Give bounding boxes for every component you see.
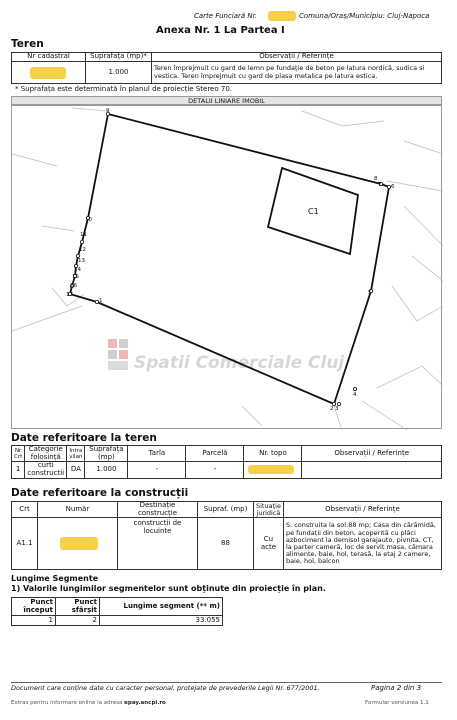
point-label: 14: [74, 267, 81, 273]
teren-parcela-cell: -: [186, 462, 244, 478]
col-nr-crt: Nr Crt: [12, 446, 25, 462]
teren-table: [11, 52, 442, 84]
teren-intravilan-cell: DA: [67, 462, 85, 478]
lungime-subtitle: 1) Valorile lungimilor segmentelor sunt obținute din proiecție în plan.: [11, 584, 326, 593]
footer-version: Formular versiunea 1.1: [365, 700, 429, 706]
col-suprafata-teren: Suprafața (mp): [85, 446, 128, 462]
teren-tarla-cell: -: [128, 462, 186, 478]
col-nr-topo: Nr. topo: [244, 446, 302, 462]
col-tarla: Tarla: [128, 446, 186, 462]
segment-start-cell: 1: [12, 616, 56, 626]
point-label: 8: [374, 176, 378, 182]
stereo-footnote: * Suprafața este determinată în planul de proiecție Stereo 70.: [15, 85, 233, 93]
col-lungime-segment: Lungime segment (** m): [100, 598, 223, 616]
col-nr-cadastral: Nr cadastral: [12, 53, 86, 62]
teren-crt-cell: 1: [12, 462, 25, 478]
footer-extras-prefix: Extras pentru informare online la adresa: [11, 700, 123, 706]
point-label: 3: [335, 406, 339, 412]
date-teren-table: [11, 445, 442, 479]
col-categorie: Categorie folosință: [25, 446, 67, 462]
footer-extras: [11, 700, 166, 706]
observatii-cell: Teren împrejmuit cu gard de lemn pe fundație de beton pe latura nordică, sudica si vestica. Teren împrejmuit cu gard de plasa metalica pe latura estica.: [152, 62, 442, 84]
footer-page-number: Pagina 2 din 3: [371, 684, 422, 692]
teren-categorie-cell: curti constructii: [25, 462, 67, 478]
teren-suprafata-cell: 1.000: [85, 462, 128, 478]
col-intravilan: Intra vilan: [67, 446, 85, 462]
carte-funciara-label: Carte Funciară Nr.: [194, 12, 258, 20]
date-teren-title: Date referitoare la teren: [11, 432, 157, 444]
carte-funciara-number-redaction: [268, 11, 296, 21]
teren-observatii-cell: [302, 462, 442, 478]
col-crt: Crt: [12, 502, 38, 518]
col-observatii-teren: Observații / Referințe: [302, 446, 442, 462]
teren-nr-topo-cell: [244, 462, 302, 478]
point-label: 12: [79, 247, 86, 253]
point-label: 7: [378, 182, 382, 188]
constr-crt-cell: A1.1: [12, 518, 38, 570]
point-label: 15: [72, 274, 79, 280]
constr-observatii-cell: S. construita la sol:88 mp; Casa din cărămidă, pe fundații din beton, acoperită cu plăci azbociment la demisol garajauto, pivnita, CT, la parter cameră, loc de servit masa, cămara alimente, baie, hol, terasă, la etaj 2 camere, baie, hol, balcon: [283, 518, 441, 570]
point-label: 11: [80, 232, 87, 238]
point-label: 9: [106, 108, 110, 114]
point-label: 4: [353, 392, 357, 398]
suprafata-cell: 1.000: [86, 62, 152, 84]
date-constructii-title: Date referitoare la construcții: [11, 487, 189, 499]
watermark-logo: [108, 339, 128, 370]
point-label: 13: [78, 258, 85, 264]
nr-cadastral-redaction: [30, 67, 66, 79]
col-situatie: Situație juridică: [254, 502, 284, 518]
anexa-title: Anexa Nr. 1 La Partea I: [156, 25, 285, 36]
col-numar: Număr: [38, 502, 118, 518]
numar-redaction: [60, 537, 98, 550]
building-label: C1: [308, 207, 319, 216]
col-punct-inceput: Punct început: [12, 598, 56, 616]
constr-destinatie-cell: constructii de locuinte: [118, 518, 198, 570]
comuna-label: Comuna/Oraș/Municipiu: Cluj-Napoca: [299, 12, 430, 20]
date-constructii-table: [11, 501, 442, 570]
lungime-title: Lungime Segmente: [11, 574, 99, 583]
plan-drawing: [12, 106, 443, 430]
nr-cadastral-cell: [12, 62, 86, 84]
lungime-table: [11, 597, 223, 626]
footer-extras-link[interactable]: epay.ancpi.ro: [124, 700, 166, 706]
point-label: 2: [330, 406, 334, 412]
point-label: 16: [70, 283, 77, 289]
plan-area: [11, 105, 442, 429]
footer-personal-data-note: Document care conține date cu caracter personal, protejate de prevederile Legii Nr. 677/2001.: [11, 684, 320, 692]
teren-section-title: Teren: [11, 38, 44, 50]
point-label: 10: [85, 217, 92, 223]
segment-end-cell: 2: [56, 616, 100, 626]
col-punct-sfarsit: Punct sfârșit: [56, 598, 100, 616]
point-label: 17: [66, 292, 73, 298]
col-observatii-constr: Observații / Referințe: [283, 502, 441, 518]
footer-divider: [11, 682, 442, 683]
nr-topo-redaction: [248, 465, 294, 474]
col-supraf: Supraf. (mp): [198, 502, 254, 518]
point-label: 6: [391, 184, 395, 190]
point-label: 5: [368, 290, 372, 296]
constr-numar-cell: [38, 518, 118, 570]
watermark-text: Spatii Comerciale Cluj: [134, 353, 345, 373]
point-label: 1: [99, 298, 103, 304]
segment-length-cell: 33.055: [100, 616, 223, 626]
constr-suprafata-cell: 88: [198, 518, 254, 570]
col-destinatie: Destinație construcție: [118, 502, 198, 518]
col-suprafata: Suprafața (mp)*: [86, 53, 152, 62]
col-observatii: Observații / Referințe: [152, 53, 442, 62]
constr-situatie-cell: Cu acte: [254, 518, 284, 570]
plan-title-bar: DETALII LINIARE IMOBIL: [11, 96, 442, 105]
col-parcela: Parcelă: [186, 446, 244, 462]
